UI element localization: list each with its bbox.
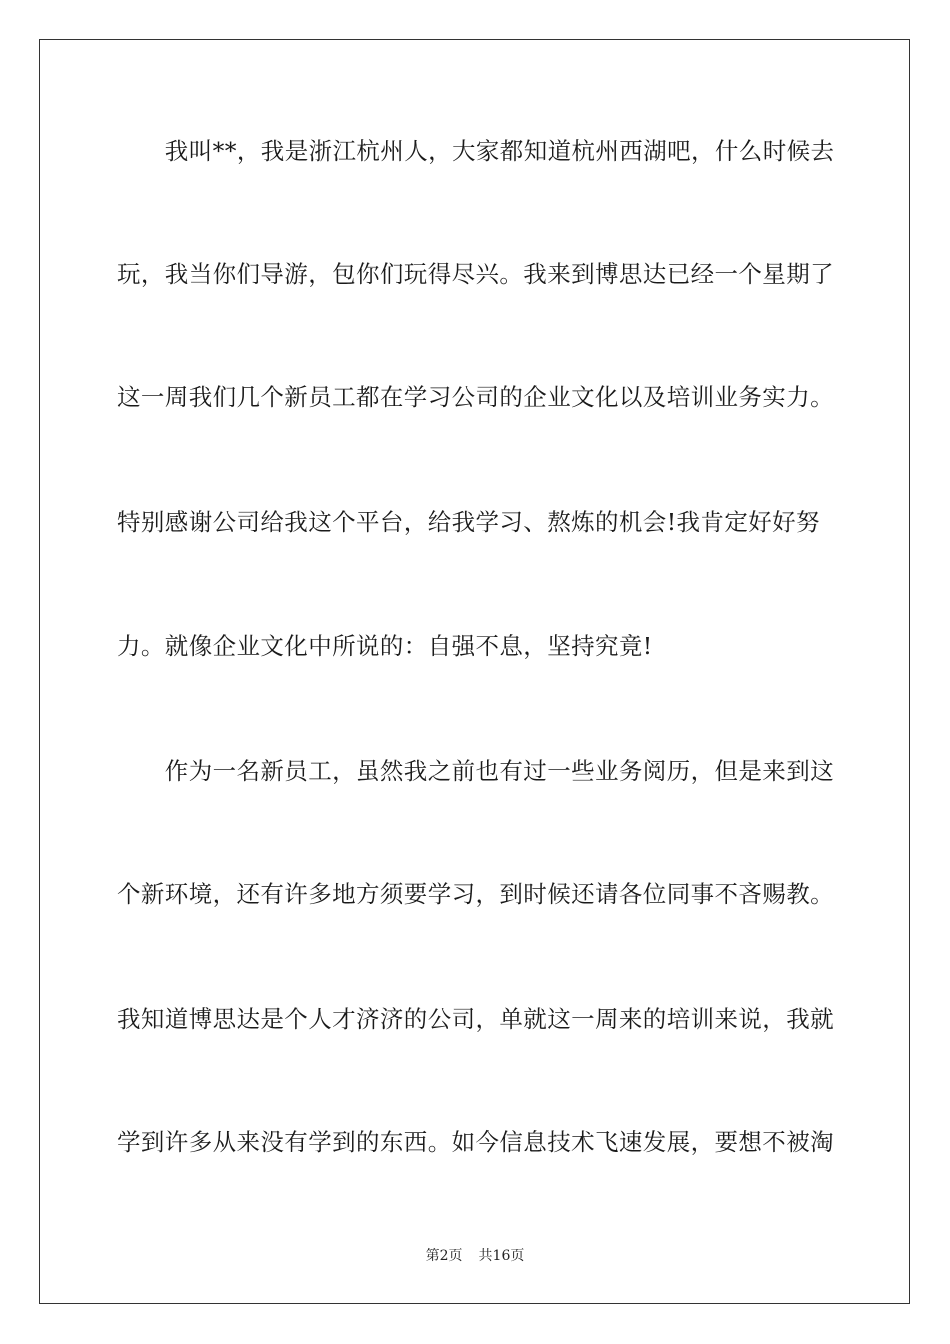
text-line: 这一周我们几个新员工都在学习公司的企业文化以及培训业务实力。 bbox=[117, 383, 834, 411]
page-number: 第2页 bbox=[425, 1248, 463, 1264]
page-total: 共16页 bbox=[478, 1248, 525, 1264]
text-line: 玩，我当你们导游，包你们玩得尽兴。我来到博思达已经一个星期了 bbox=[117, 260, 834, 288]
text-line: 个新环境，还有许多地方须要学习，到时候还请各位同事不吝赐教。 bbox=[117, 880, 834, 908]
text-line: 特别感谢公司给我这个平台，给我学习、熬炼的机会!我肯定好好努 bbox=[117, 508, 820, 536]
text-line: 力。就像企业文化中所说的：自强不息，坚持究竟! bbox=[117, 632, 653, 660]
page-border bbox=[39, 39, 910, 1304]
text-line: 学到许多从来没有学到的东西。如今信息技术飞速发展，要想不被淘 bbox=[117, 1128, 834, 1156]
page-footer bbox=[0, 1246, 950, 1266]
text-line: 我知道博思达是个人才济济的公司，单就这一周来的培训来说，我就 bbox=[117, 1005, 834, 1033]
text-line: 我叫**，我是浙江杭州人，大家都知道杭州西湖吧，什么时候去 bbox=[117, 137, 835, 165]
text-line: 作为一名新员工，虽然我之前也有过一些业务阅历，但是来到这 bbox=[117, 757, 834, 785]
